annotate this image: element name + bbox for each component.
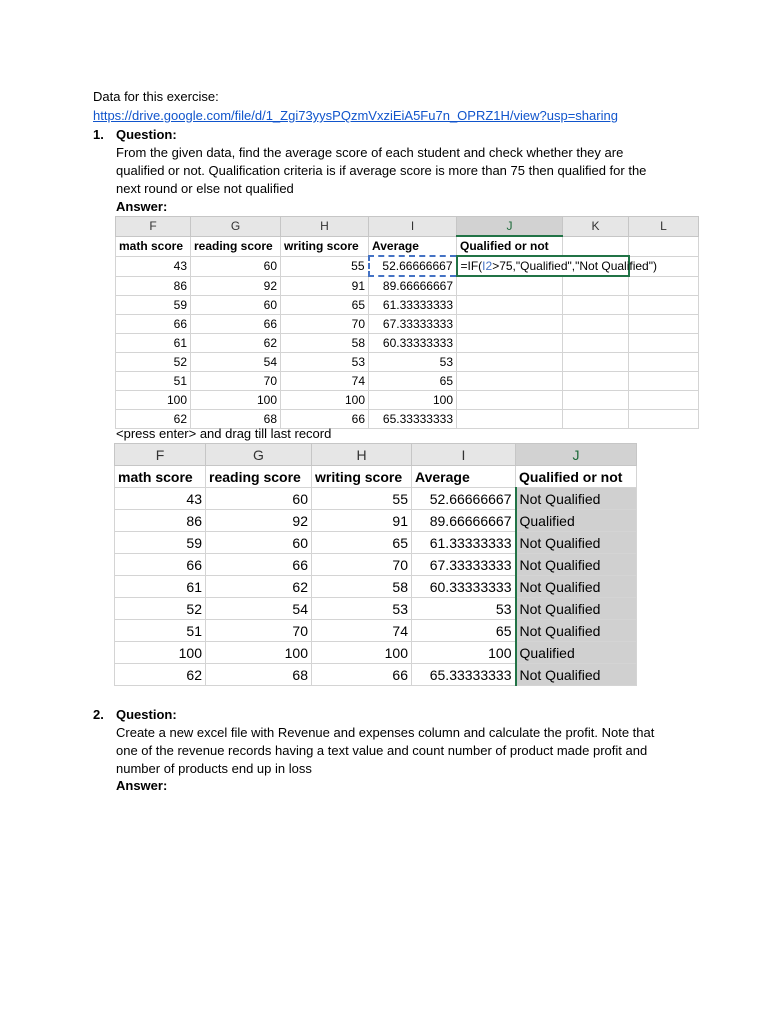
cell[interactable]: 68 [191,410,281,429]
column-letter[interactable]: I [412,444,516,466]
cell[interactable] [457,276,563,296]
cell[interactable] [629,410,699,429]
formula-suffix: >75,"Qualified","Not Qualified") [492,259,657,273]
formula-prefix: =IF( [460,259,483,273]
table-row [115,532,637,554]
cell[interactable]: 59 [115,532,206,554]
cell[interactable]: 60.33333333 [412,576,516,598]
column-letter[interactable]: H [281,217,369,237]
cell[interactable]: 60 [206,532,312,554]
header-cell[interactable]: reading score [206,466,312,488]
table-row [115,664,637,686]
cell[interactable]: 58 [312,576,412,598]
column-letter[interactable]: H [312,444,412,466]
cell[interactable]: 70 [281,315,369,334]
cell[interactable]: 67.33333333 [412,554,516,576]
cell[interactable] [457,410,563,429]
cell[interactable] [563,353,629,372]
header-cell[interactable]: math score [116,236,191,256]
cell[interactable] [563,236,629,256]
table-row [116,276,699,296]
header-cell[interactable]: writing score [281,236,369,256]
cell[interactable] [563,372,629,391]
column-letter-selected[interactable]: J [516,444,637,466]
cell[interactable]: 86 [116,276,191,296]
answer-label: Answer: [116,778,168,793]
result-cell[interactable]: Qualified [516,642,637,664]
cell[interactable]: 66 [312,664,412,686]
table-row [116,256,699,276]
cell[interactable]: 54 [191,353,281,372]
cell[interactable] [629,372,699,391]
header-row [116,236,699,256]
cell[interactable]: 55 [281,256,369,276]
answer-label: Answer: [116,199,168,214]
cell[interactable]: 89.66666667 [369,276,457,296]
cell[interactable] [457,391,563,410]
cell[interactable]: 65.33333333 [412,664,516,686]
result-cell[interactable]: Not Qualified [516,488,637,510]
header-cell[interactable]: Qualified or not [457,236,563,256]
cell[interactable]: 65.33333333 [369,410,457,429]
question-2-heading: Question: [116,707,177,722]
cell[interactable]: 43 [115,488,206,510]
result-cell[interactable]: Not Qualified [516,532,637,554]
cell[interactable]: 65 [412,620,516,642]
question-2-text-line: number of products end up in loss [116,761,312,776]
cell[interactable]: 43 [116,256,191,276]
cell[interactable]: 100 [369,391,457,410]
column-letter[interactable]: G [191,217,281,237]
cell[interactable]: 54 [206,598,312,620]
cell[interactable]: 66 [191,315,281,334]
table-row [116,391,699,410]
cell[interactable]: 66 [116,315,191,334]
result-cell[interactable]: Not Qualified [516,554,637,576]
cell[interactable]: 65 [369,372,457,391]
cell[interactable] [563,315,629,334]
cell[interactable] [629,353,699,372]
cell[interactable] [563,276,629,296]
cell[interactable]: 60.33333333 [369,334,457,353]
formula-cell[interactable] [457,256,657,276]
column-letter[interactable]: K [563,217,629,237]
cell[interactable]: 61.33333333 [412,532,516,554]
cell[interactable]: 65 [312,532,412,554]
cell[interactable]: 58 [281,334,369,353]
cell[interactable]: 62 [206,576,312,598]
cell[interactable]: 59 [116,296,191,315]
question-1-text-line: From the given data, find the average score of each student and check whether they are [116,145,624,160]
data-intro-label: Data for this exercise: [93,89,219,104]
table-row [116,296,699,315]
header-row [115,466,637,488]
cell[interactable]: 65 [281,296,369,315]
cell[interactable]: 61 [116,334,191,353]
question-1-number: 1. [93,127,104,142]
result-cell[interactable]: Not Qualified [516,598,637,620]
formula-reference: I2 [482,259,493,273]
cell[interactable] [563,296,629,315]
header-cell[interactable]: Qualified or not [516,466,637,488]
table-row [115,598,637,620]
table-row [115,620,637,642]
result-cell[interactable]: Not Qualified [516,620,637,642]
cell[interactable] [629,391,699,410]
cell[interactable]: 100 [312,642,412,664]
header-cell[interactable]: Average [412,466,516,488]
question-2-text-line: one of the revenue records having a text value and count number of product made profit and [116,743,648,758]
cell[interactable]: 91 [281,276,369,296]
question-2-number: 2. [93,707,104,722]
cell[interactable] [563,334,629,353]
result-cell[interactable]: Qualified [516,510,637,532]
cell[interactable]: 53 [369,353,457,372]
cell[interactable]: 70 [191,372,281,391]
column-letter-row [116,217,699,237]
cell[interactable]: 51 [116,372,191,391]
cell[interactable]: 67.33333333 [369,315,457,334]
cell[interactable] [563,410,629,429]
cell[interactable] [457,315,563,334]
cell[interactable] [629,236,699,256]
cell[interactable]: 100 [116,391,191,410]
result-cell[interactable]: Not Qualified [516,664,637,686]
cell[interactable] [563,391,629,410]
column-letter[interactable]: F [115,444,206,466]
cell[interactable]: 100 [191,391,281,410]
cell[interactable]: 91 [312,510,412,532]
question-1-text-line: next round or else not qualified [116,181,294,196]
referenced-cell[interactable]: 52.66666667 [369,256,457,276]
cell[interactable]: 53 [281,353,369,372]
header-cell[interactable]: Average [369,236,457,256]
cell[interactable]: 70 [206,620,312,642]
cell[interactable]: 70 [312,554,412,576]
cell[interactable]: 62 [115,664,206,686]
spreadsheet-formula-entry [115,216,699,429]
cell[interactable]: 74 [281,372,369,391]
instruction-note: <press enter> and drag till last record [116,426,332,441]
cell[interactable]: 60 [191,256,281,276]
cell[interactable] [629,276,699,296]
table-row [116,372,699,391]
cell[interactable]: 53 [312,598,412,620]
header-cell[interactable]: writing score [312,466,412,488]
cell[interactable]: 51 [115,620,206,642]
table-row [115,554,637,576]
cell[interactable]: 100 [412,642,516,664]
result-cell[interactable]: Not Qualified [516,576,637,598]
cell[interactable]: 66 [206,554,312,576]
column-letter[interactable]: G [206,444,312,466]
table-row [116,353,699,372]
cell[interactable] [457,334,563,353]
table-row [116,315,699,334]
data-link[interactable]: https://drive.google.com/file/d/1_Zgi73yysPQzmVxziEiA5Fu7n_OPRZ1H/view?usp=sharing [93,108,618,123]
spreadsheet-results [114,443,637,686]
cell[interactable]: 68 [206,664,312,686]
cell[interactable]: 61.33333333 [369,296,457,315]
cell[interactable]: 62 [116,410,191,429]
header-cell[interactable]: math score [115,466,206,488]
cell[interactable]: 100 [115,642,206,664]
cell[interactable]: 52 [115,598,206,620]
column-letter[interactable]: F [116,217,191,237]
cell[interactable]: 100 [206,642,312,664]
header-cell[interactable]: reading score [191,236,281,256]
table-row [115,576,637,598]
column-letter[interactable]: I [369,217,457,237]
cell[interactable]: 100 [281,391,369,410]
cell[interactable]: 74 [312,620,412,642]
cell[interactable]: 89.66666667 [412,510,516,532]
cell[interactable]: 52 [116,353,191,372]
column-letter-selected[interactable]: J [457,217,563,237]
cell[interactable]: 55 [312,488,412,510]
cell[interactable] [629,315,699,334]
cell[interactable]: 92 [191,276,281,296]
table-row [115,488,637,510]
cell[interactable]: 62 [191,334,281,353]
column-letter-row [115,444,637,466]
cell[interactable] [629,334,699,353]
cell[interactable]: 52.66666667 [412,488,516,510]
cell[interactable]: 53 [412,598,516,620]
cell[interactable]: 66 [115,554,206,576]
cell[interactable] [457,353,563,372]
question-2-text-line: Create a new excel file with Revenue and expenses column and calculate the profit. Note that [116,725,655,740]
question-1-text-line: qualified or not. Qualification criteria is if average score is more than 75 then qualified for the [116,163,647,178]
table-row [115,642,637,664]
column-letter[interactable]: L [629,217,699,237]
cell[interactable] [629,296,699,315]
cell[interactable] [457,296,563,315]
cell[interactable]: 60 [191,296,281,315]
cell[interactable] [457,372,563,391]
table-row [115,510,637,532]
question-1-heading: Question: [116,127,177,142]
cell[interactable]: 61 [115,576,206,598]
cell[interactable]: 66 [281,410,369,429]
table-row [116,334,699,353]
cell[interactable]: 92 [206,510,312,532]
cell[interactable]: 60 [206,488,312,510]
cell[interactable]: 86 [115,510,206,532]
